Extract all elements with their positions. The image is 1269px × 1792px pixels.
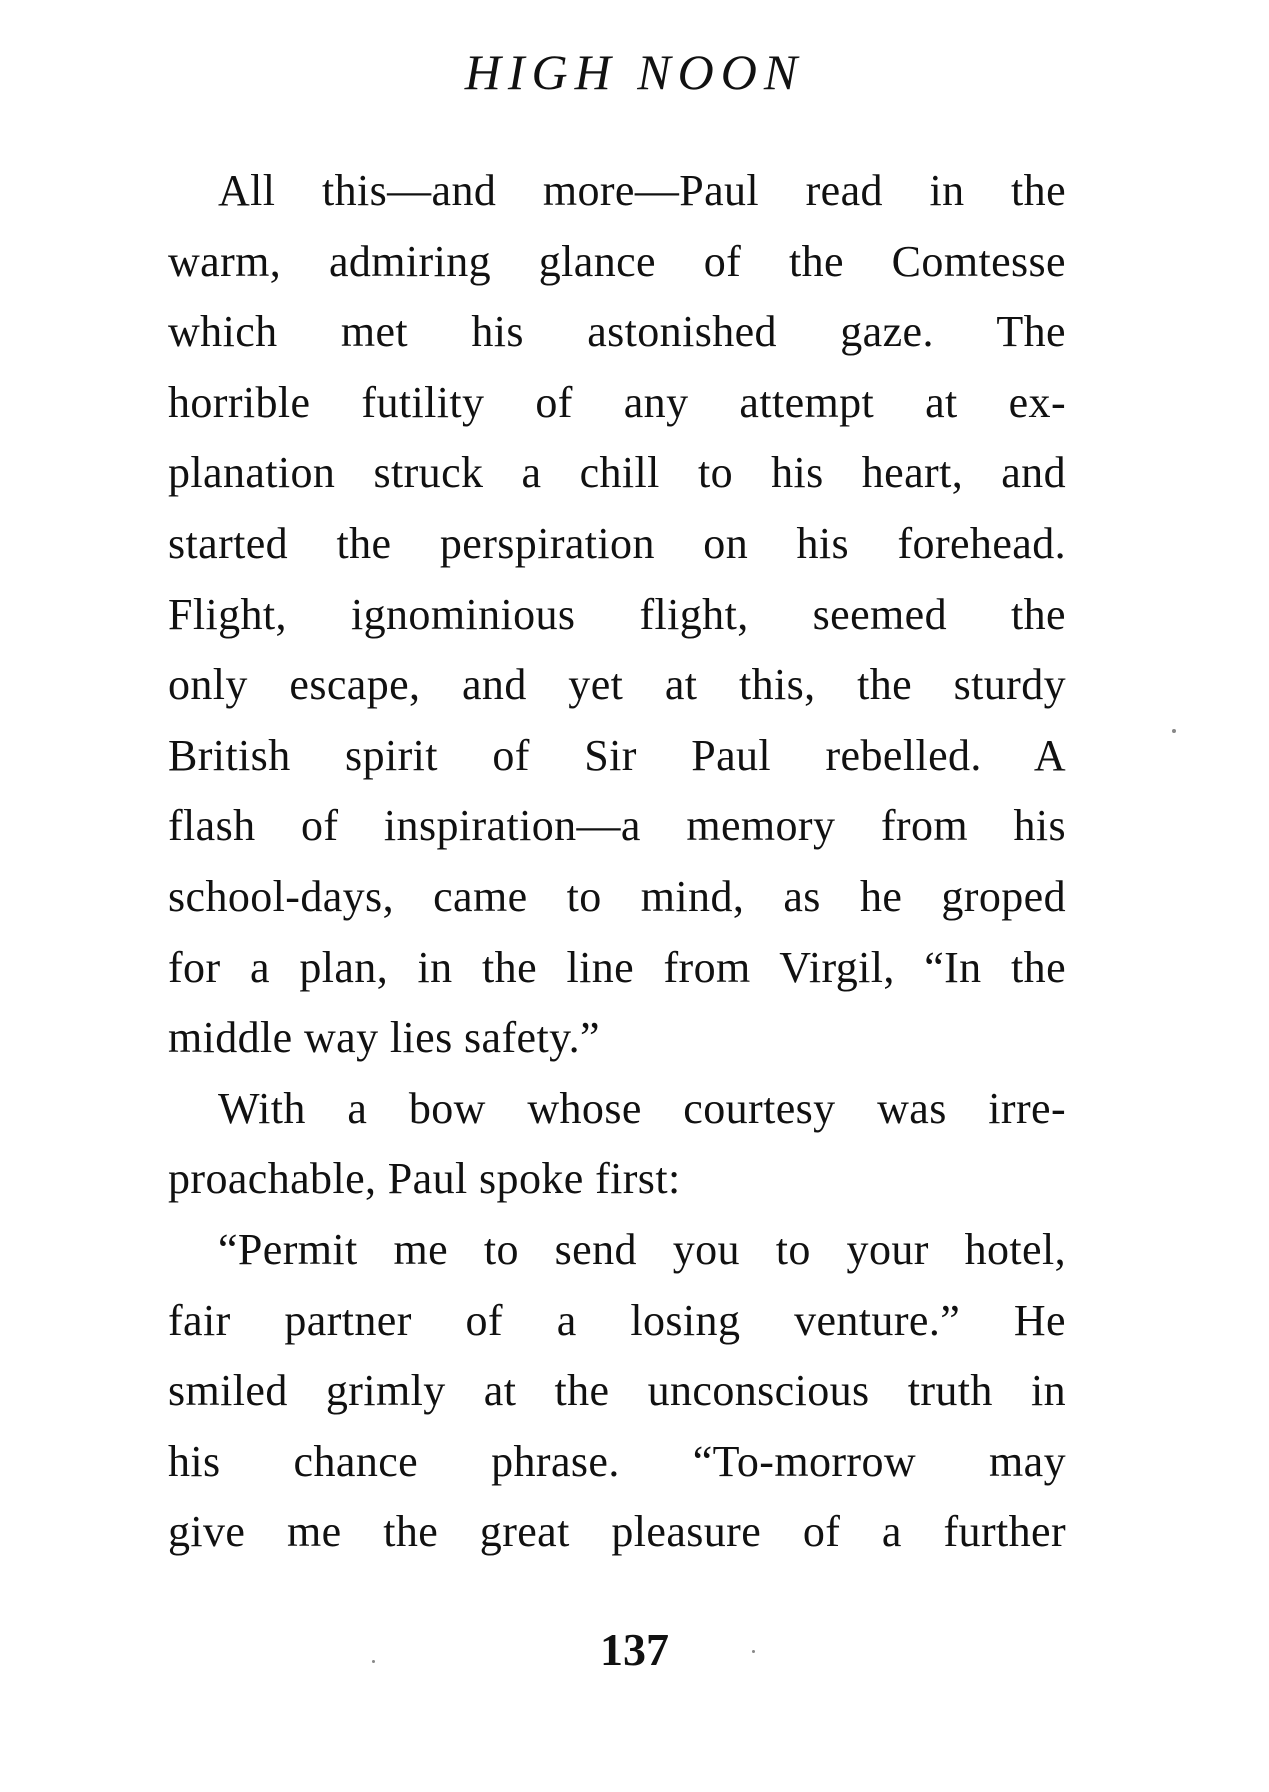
text-line: British spirit of Sir Paul rebelled. A: [168, 730, 1066, 780]
text-line: middle way lies safety.”: [168, 1013, 600, 1063]
text-line: “Permit me to send you to your hotel,: [218, 1224, 1066, 1274]
text-line: flash of inspiration—a memory from his: [168, 801, 1066, 851]
text-line: All this—and more—Paul read in the: [218, 166, 1066, 215]
text-line: school-days, came to mind, as he groped: [168, 871, 1066, 921]
text-line: his chance phrase. “To-morrow may: [168, 1436, 1066, 1486]
body-text: [168, 156, 1066, 1568]
text-line: Flight, ignominious flight, seemed the: [168, 589, 1066, 639]
text-line: only escape, and yet at this, the sturdy: [168, 660, 1066, 710]
scan-speck: [1172, 729, 1176, 733]
scan-speck: [752, 1650, 755, 1653]
text-line: for a plan, in the line from Virgil, “In the: [168, 942, 1066, 992]
running-head: HIGH NOON: [464, 44, 805, 100]
scan-speck: [372, 1660, 375, 1663]
text-line: proachable, Paul spoke first:: [168, 1154, 681, 1204]
text-line: planation struck a chill to his heart, and: [168, 448, 1066, 498]
text-line: which met his astonished gaze. The: [168, 307, 1066, 357]
text-line: smiled grimly at the unconscious truth in: [168, 1366, 1066, 1416]
text-line: started the perspiration on his forehead.: [168, 518, 1066, 568]
page-number: 137: [600, 1624, 669, 1675]
text-line: horrible futility of any attempt at ex-: [168, 377, 1066, 427]
text-line: give me the great pleasure of a further: [168, 1507, 1066, 1557]
text-line: With a bow whose courtesy was irre-: [218, 1083, 1066, 1133]
text-line: warm, admiring glance of the Comtesse: [168, 236, 1066, 286]
text-line: fair partner of a losing venture.” He: [168, 1295, 1066, 1345]
